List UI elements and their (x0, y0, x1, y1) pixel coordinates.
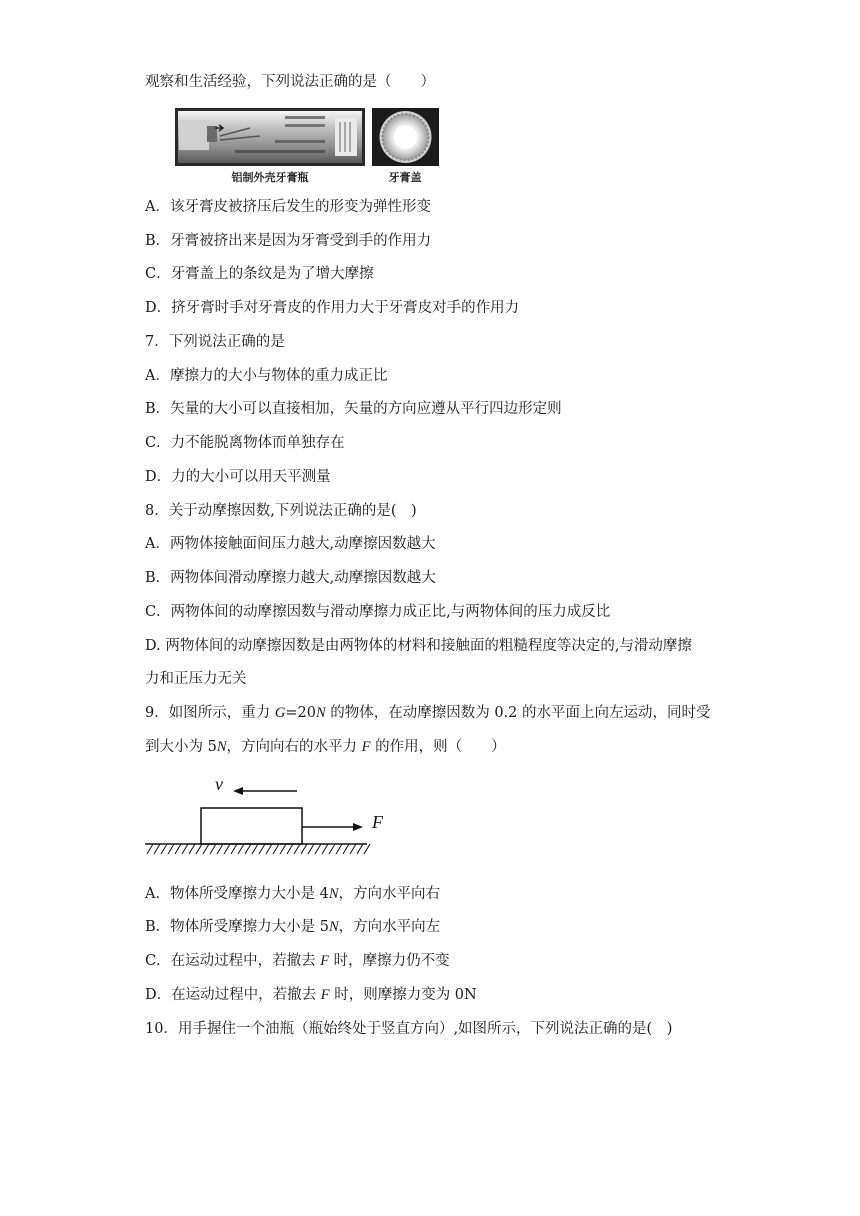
question-6-stem-tail: 观察和生活经验，下列说法正确的是（ ） (145, 74, 435, 90)
hatch-line (182, 844, 188, 854)
hatch-line (329, 844, 335, 854)
question-10-stem: 10．用手握住一个油瓶（瓶始终处于竖直方向）,如图所示，下列说法正确的是( ) (145, 1021, 673, 1037)
toothpaste-cap-photo (372, 108, 439, 166)
hatch-line (252, 844, 258, 854)
hatch-line (287, 844, 293, 854)
question-8-option-d-line2: 力和正压力无关 (145, 671, 247, 687)
hatch-line (217, 844, 223, 854)
hatch-line (301, 844, 307, 854)
question-6-option-d: D．挤牙膏时手对牙膏皮的作用力大于牙膏皮对手的作用力 (145, 300, 520, 316)
hatch-line (364, 844, 370, 854)
question-8-option-d-line1: D. 两物体间的动摩擦因数是由两物体的材料和接触面的粗糙程度等决定的,与滑动摩擦 (145, 638, 692, 654)
hatch-line (350, 844, 356, 854)
ground-surface (145, 844, 370, 854)
hatch-line (189, 844, 195, 854)
question-7-option-a: A．摩擦力的大小与物体的重力成正比 (145, 368, 388, 384)
toothpaste-figure (175, 106, 455, 186)
question-8-option-c: C．两物体间的动摩擦因数与滑动摩擦力成正比,与两物体间的压力成反比 (145, 604, 611, 620)
question-6-option-a: A．该牙膏皮被挤压后发生的形变为弹性形变 (145, 199, 431, 215)
question-7-stem: 7．下列说法正确的是 (145, 334, 285, 350)
hatch-line (210, 844, 216, 854)
hatch-line (357, 844, 363, 854)
force-label: F (372, 812, 383, 832)
toothpaste-tube-photo (175, 108, 365, 166)
question-9-option-d: D．在运动过程中，若撤去 F 时，则摩擦力变为 0N (145, 987, 477, 1003)
tube-caption: 铝制外壳牙膏瓶 (231, 172, 309, 184)
hatch-line (308, 844, 314, 854)
velocity-arrow (233, 787, 297, 795)
hatch-line (294, 844, 300, 854)
hatch-line (161, 844, 167, 854)
hatch-line (322, 844, 328, 854)
question-7-option-d: D．力的大小可以用天平测量 (145, 469, 331, 485)
hatch-line (231, 844, 237, 854)
hatch-line (280, 844, 286, 854)
hatch-line (154, 844, 160, 854)
question-9-option-b: B．物体所受摩擦力大小是 5N，方向水平向左 (145, 919, 441, 935)
question-9-option-a: A．物体所受摩擦力大小是 4N，方向水平向右 (145, 886, 440, 902)
force-arrow (302, 823, 363, 831)
question-9-stem-line2: 到大小为 5N，方向向右的水平力 F 的作用，则（ ） (145, 739, 506, 755)
hatch-line (266, 844, 272, 854)
hatch-line (259, 844, 265, 854)
hatch-line (273, 844, 279, 854)
question-9-option-c: C．在运动过程中，若撤去 F 时，摩擦力仍不变 (145, 953, 450, 969)
hatch-line (175, 844, 181, 854)
hatch-line (168, 844, 174, 854)
block-force-diagram (143, 768, 403, 860)
question-9-stem-line1: 9．如图所示，重力 G=20N 的物体，在动摩擦因数为 0.2 的水平面上向左运动，同时受 (145, 705, 711, 721)
hatch-line (245, 844, 251, 854)
question-6-option-b: B．牙膏被挤出来是因为牙膏受到手的作用力 (145, 233, 432, 249)
hatch-line (336, 844, 342, 854)
hatch-line (196, 844, 202, 854)
hatch-line (343, 844, 349, 854)
cap-caption: 牙膏盖 (388, 172, 422, 184)
hatch-line (147, 844, 153, 854)
velocity-label: v (215, 774, 223, 794)
question-7-option-b: B．矢量的大小可以直接相加，矢量的方向应遵从平行四边形定则 (145, 401, 562, 417)
question-8-option-b: B．两物体间滑动摩擦力越大,动摩擦因数越大 (145, 570, 436, 586)
question-8-stem: 8．关于动摩擦因数,下列说法正确的是( ) (145, 503, 417, 519)
hatch-line (224, 844, 230, 854)
question-7-option-c: C．力不能脱离物体而单独存在 (145, 435, 345, 451)
hatch-line (315, 844, 321, 854)
question-8-option-a: A．两物体接触面间压力越大,动摩擦因数越大 (145, 536, 436, 552)
hatch-line (203, 844, 209, 854)
question-6-option-c: C．牙膏盖上的条纹是为了增大摩擦 (145, 266, 374, 282)
hatch-line (238, 844, 244, 854)
block (201, 808, 302, 844)
